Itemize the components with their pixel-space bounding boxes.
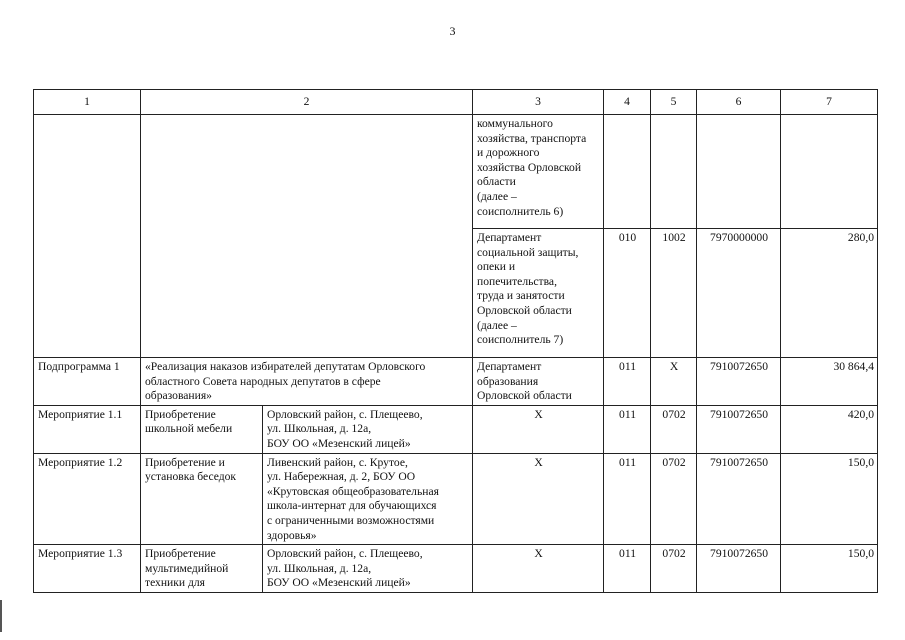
header-col-3: 3 <box>473 90 604 115</box>
cell-event-place: Ливенский район, с. Крутое, ул. Набережная, д. 2, БОУ ОО «Крутовская общеобразовательная школа-интернат для обучающихся с ограниченными возможностями здоровья» <box>263 453 473 545</box>
cell-executor: X <box>473 545 604 593</box>
cell-executor: коммунального хозяйства, транспорта и дорожного хозяйства Орловской области (далее – соисполнитель 6) <box>473 115 604 229</box>
cell-code-4: 010 <box>604 229 651 358</box>
cell-empty-col1 <box>34 115 141 358</box>
cell-empty <box>651 115 697 229</box>
cell-code-5: 1002 <box>651 229 697 358</box>
cell-code-5: 0702 <box>651 545 697 593</box>
cell-event-label: Мероприятие 1.1 <box>34 405 141 453</box>
cell-code-6: 7910072650 <box>697 545 781 593</box>
cell-amount: 420,0 <box>781 405 878 453</box>
cell-event-label: Мероприятие 1.3 <box>34 545 141 593</box>
cell-code-4: 011 <box>604 358 651 406</box>
header-col-6: 6 <box>697 90 781 115</box>
cell-empty <box>604 115 651 229</box>
header-col-2: 2 <box>141 90 473 115</box>
cell-amount: 150,0 <box>781 453 878 545</box>
header-col-1: 1 <box>34 90 141 115</box>
budget-table <box>33 89 878 593</box>
cell-empty <box>697 115 781 229</box>
table-row <box>34 545 878 593</box>
cell-executor: X <box>473 405 604 453</box>
cell-code-6: 7910072650 <box>697 453 781 545</box>
cell-subprogram-title: «Реализация наказов избирателей депутатам Орловского областного Совета народных депутатов в сфере образования» <box>141 358 473 406</box>
cell-amount: 30 864,4 <box>781 358 878 406</box>
header-col-5: 5 <box>651 90 697 115</box>
cell-code-4: 011 <box>604 545 651 593</box>
table-row <box>34 405 878 453</box>
page-number: 3 <box>449 24 456 38</box>
cell-event-name: Приобретение школьной мебели <box>141 405 263 453</box>
cell-empty-col2 <box>141 115 473 358</box>
cell-event-place: Орловский район, с. Плещеево, ул. Школьная, д. 12а, БОУ ОО «Мезенский лицей» <box>263 545 473 593</box>
cell-code-6: 7910072650 <box>697 358 781 406</box>
cell-event-label: Мероприятие 1.2 <box>34 453 141 545</box>
cell-subprogram-label: Подпрограмма 1 <box>34 358 141 406</box>
cell-executor: Департамент социальной защиты, опеки и попечительства, труда и занятости Орловской области (далее – соисполнитель 7) <box>473 229 604 358</box>
cell-executor: X <box>473 453 604 545</box>
cell-event-place: Орловский район, с. Плещеево, ул. Школьная, д. 12а, БОУ ОО «Мезенский лицей» <box>263 405 473 453</box>
header-row <box>34 90 878 115</box>
cell-amount: 280,0 <box>781 229 878 358</box>
cell-code-6: 7910072650 <box>697 405 781 453</box>
cell-code-4: 011 <box>604 453 651 545</box>
cell-code-4: 011 <box>604 405 651 453</box>
cell-code-6: 7970000000 <box>697 229 781 358</box>
header-col-7: 7 <box>781 90 878 115</box>
table-row <box>34 115 878 229</box>
cell-event-name: Приобретение и установка беседок <box>141 453 263 545</box>
cell-empty <box>781 115 878 229</box>
cell-code-5: X <box>651 358 697 406</box>
table-row <box>34 358 878 406</box>
cell-code-5: 0702 <box>651 405 697 453</box>
cell-executor: Департамент образования Орловской области <box>473 358 604 406</box>
cell-code-5: 0702 <box>651 453 697 545</box>
cell-event-name: Приобретение мультимедийной техники для <box>141 545 263 593</box>
cell-amount: 150,0 <box>781 545 878 593</box>
header-col-4: 4 <box>604 90 651 115</box>
scan-edge-mark <box>0 600 2 632</box>
table-row <box>34 453 878 545</box>
